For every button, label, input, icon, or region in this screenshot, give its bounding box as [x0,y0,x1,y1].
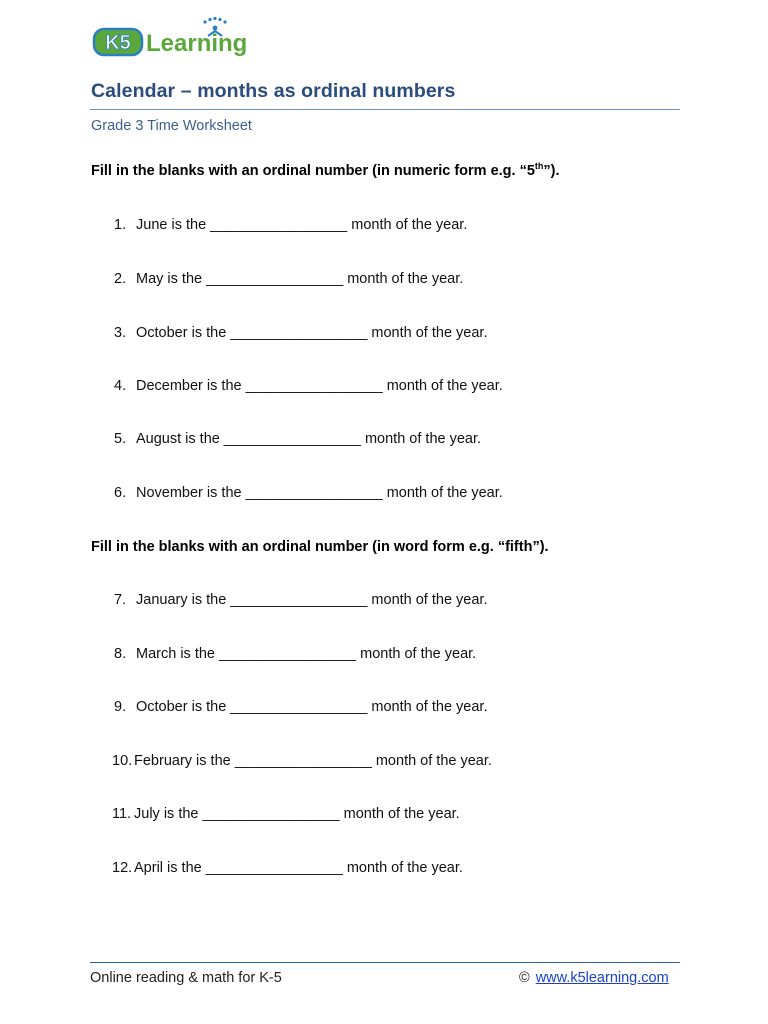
k5-learning-logo [92,16,262,62]
footer-divider [90,962,680,963]
website-link[interactable]: www.k5learning.com [535,970,669,986]
section1-instruction-suffix: ”). [543,163,560,179]
question-number: 2. [114,271,127,287]
question-number: 1. [114,217,127,233]
question-number: 11. [112,806,132,822]
question-text: December is the _________________ month of the year. [136,378,503,394]
question-number: 8. [114,646,127,662]
section1-instruction-superscript: th [534,161,544,171]
question-text: April is the _________________ month of the year. [134,860,463,876]
question-text: October is the _________________ month of the year. [136,325,488,341]
question-number: 6. [114,485,127,501]
question-text: March is the _________________ month of the year. [136,646,477,662]
section1-instruction [91,163,560,179]
question-number: 5. [114,431,127,447]
copyright-symbol: © [519,970,530,986]
question-number: 10. [112,753,133,769]
section1-instruction-prefix: Fill in the blanks with an ordinal number (in numeric form e.g. “5 [91,163,535,179]
section2-instruction: Fill in the blanks with an ordinal number (in word form e.g. “fifth”). [91,539,549,555]
question-text: October is the _________________ month of the year. [136,699,488,715]
question-number: 4. [114,378,127,394]
question-number: 7. [114,592,127,608]
question-number: 12. [112,860,133,876]
logo-k5-text: K5 [105,32,131,54]
question-number: 9. [114,699,127,715]
question-text: August is the _________________ month of the year. [136,431,482,447]
footer-copyright [519,970,669,986]
question-number: 3. [114,325,127,341]
question-text: July is the _________________ month of the year. [134,806,460,822]
logo-learning-text: Learning [146,30,248,57]
page-title: Calendar – months as ordinal numbers [91,80,456,102]
page-subtitle: Grade 3 Time Worksheet [91,118,252,134]
question-text: November is the _________________ month of the year. [136,485,503,501]
question-text: June is the _________________ month of the year. [136,217,468,233]
footer-tagline: Online reading & math for K-5 [90,970,282,986]
logo-graphic [92,16,262,62]
question-text: May is the _________________ month of the year. [136,271,464,287]
question-text: January is the _________________ month of the year. [136,592,488,608]
question-text: February is the _________________ month of the year. [134,753,492,769]
title-divider [90,109,680,110]
